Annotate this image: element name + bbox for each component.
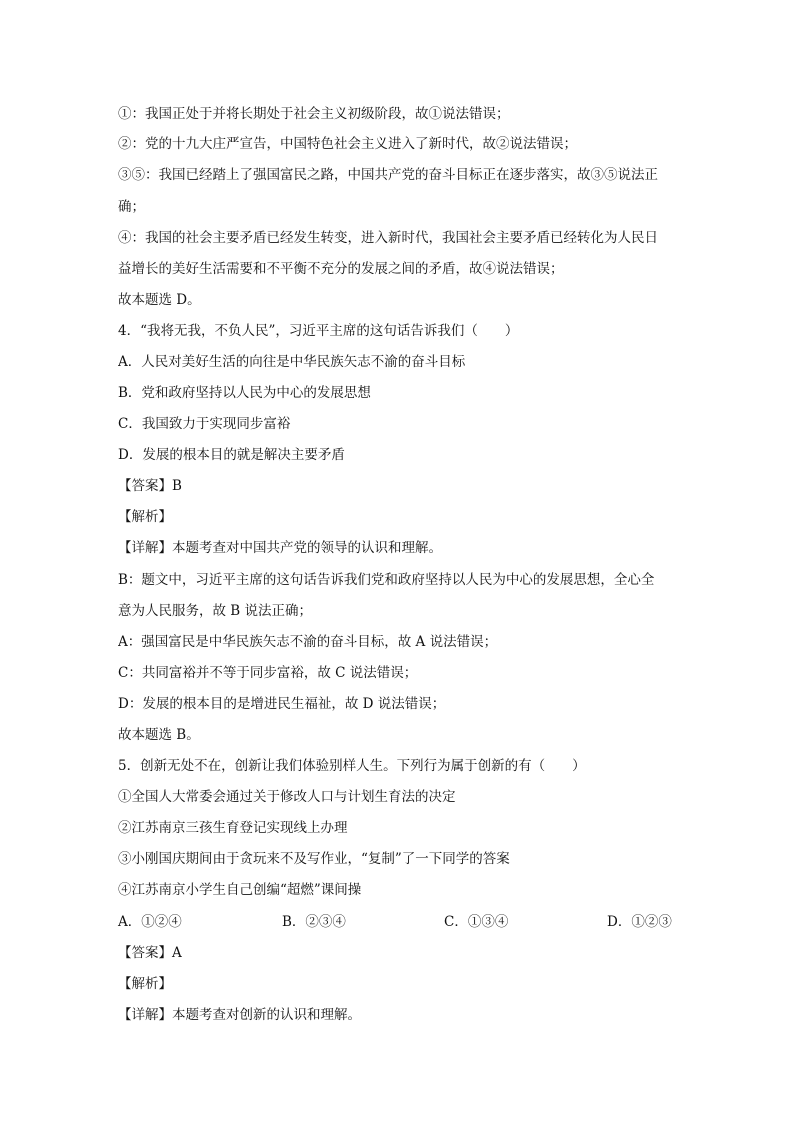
answer-options-row <box>118 912 678 932</box>
text-line: ④：我国的社会主要矛盾已经发生转变，进入新时代，我国社会主要矛盾已经转化为人民日 <box>118 230 658 246</box>
answer-label: 【答案】A <box>118 945 182 961</box>
text-line: C：共同富裕并不等于同步富裕，故 C 说法错误； <box>118 665 418 681</box>
text-line: 故本题选 D。 <box>118 292 201 308</box>
text-line: B：题文中，习近平主席的这句话告诉我们党和政府坚持以人民为中心的发展思想，全心全 <box>118 572 655 588</box>
text-line: 意为人民服务，故 B 说法正确； <box>118 603 313 619</box>
text-line: 故本题选 B。 <box>118 727 200 743</box>
analysis-label: 【解析】 <box>118 976 172 992</box>
statement-3: ③小刚国庆期间由于贪玩来不及写作业，“复制”了一下同学的答案 <box>118 851 510 867</box>
statement-2: ②江苏南京三孩生育登记实现线上办理 <box>118 820 348 836</box>
option-d: D．发展的根本目的就是解决主要矛盾 <box>118 447 345 463</box>
option-c: C．我国致力于实现同步富裕 <box>118 416 291 432</box>
question-4-stem: 4．“我将无我，不负人民”，习近平主席的这句话告诉我们（ ） <box>118 323 519 339</box>
text-line: 益增长的美好生活需要和不平衡不充分的发展之间的矛盾，故④说法错误； <box>118 261 564 277</box>
text-line: A：强国富民是中华民族矢志不渝的奋斗目标，故 A 说法错误； <box>118 634 498 650</box>
option-a: A．①②④ <box>118 914 182 930</box>
option-a: A．人民对美好生活的向往是中华民族矢志不渝的奋斗目标 <box>118 354 466 370</box>
analysis-label: 【解析】 <box>118 509 172 525</box>
text-line: ②：党的十九大庄严宣告，中国特色社会主义进入了新时代，故②说法错误； <box>118 136 577 152</box>
question-5-stem: 5．创新无处不在，创新让我们体验别样人生。下列行为属于创新的有（ ） <box>118 758 586 774</box>
answer-label: 【答案】B <box>118 478 182 494</box>
text-line: ①：我国正处于并将长期处于社会主义初级阶段，故①说法错误； <box>118 106 510 122</box>
detail-line: 【详解】本题考查对创新的认识和理解。 <box>118 1007 361 1023</box>
detail-line: 【详解】本题考查对中国共产党的领导的认识和理解。 <box>118 540 442 556</box>
text-line: ③⑤：我国已经踏上了强国富民之路，中国共产党的奋斗目标正在逐步落实，故③⑤说法正 <box>118 167 658 183</box>
text-line: D：发展的根本目的是增进民生福祉，故 D 说法错误； <box>118 696 446 712</box>
option-b: B．②③④ <box>282 914 346 930</box>
option-c: C．①③④ <box>444 914 509 930</box>
statement-4: ④江苏南京小学生自己创编“超燃”课间操 <box>118 882 362 898</box>
option-d: D．①②③ <box>607 914 672 930</box>
option-b: B．党和政府坚持以人民为中心的发展思想 <box>118 385 371 401</box>
statement-1: ①全国人大常委会通过关于修改人口与计划生育法的决定 <box>118 789 456 805</box>
text-line: 确； <box>118 199 145 215</box>
